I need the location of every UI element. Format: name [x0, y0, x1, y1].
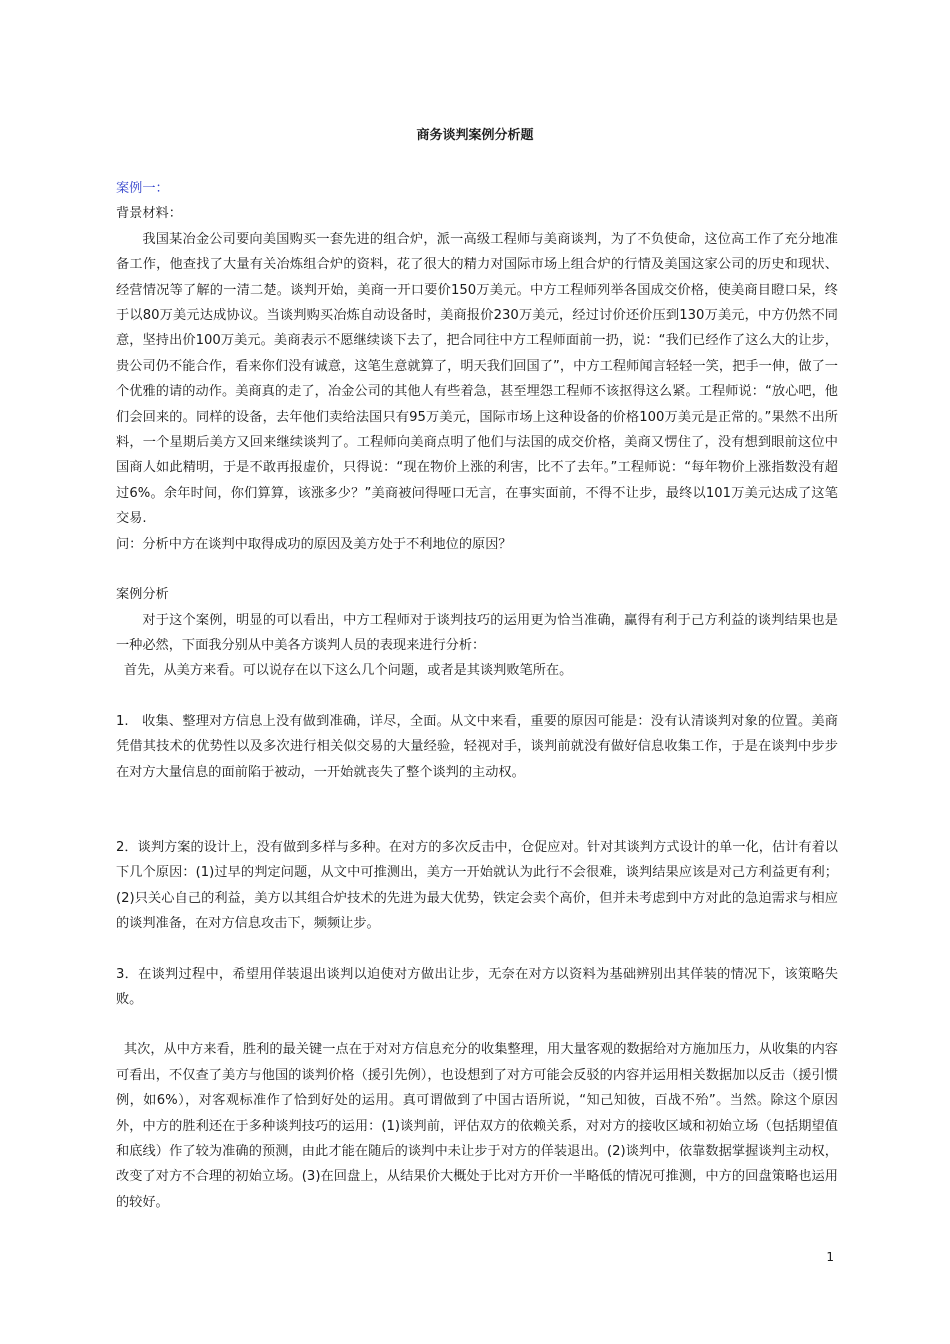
point-1-paragraph: 1. 收集、整理对方信息上没有做到准确，详尽，全面。从文中来看，重要的原因可能是：没有认清谈判对象的位置。美商凭借其技术的优势性以及多次进行相关似交易的大量经验，轻视对手，谈判前就没有做好信息收集工作，于是在谈判中步步在对方大量信息的面前陷于被动，一开始就丧失了整个谈判的主动权。 [116, 713, 838, 780]
point-3-paragraph: 3．在谈判过程中，希望用佯装退出谈判以迫使对方做出让步，无奈在对方以资料为基础辨别出其佯装的情况下，该策略失败。 [116, 966, 838, 1007]
spacer [116, 1012, 838, 1037]
document-body [116, 176, 838, 1215]
cn-side-analysis-paragraph: 其次，从中方来看，胜利的最关键一点在于对对方信息充分的收集整理，用大量客观的数据给对方施加压力，从收集的内容可看出，不仅查了美方与他国的谈判价格（援引先例），也设想到了对方可能会反驳的内容并运用相关数据加以反击（援引惯例，如6%），对客观标准作了恰到好处的运用。真可谓做到了中国古语所说，“知己知彼，百战不殆”。当然。除这个原因外，中方的胜利还在于多种谈判技巧的运用：(1)谈判前，评估双方的依赖关系，对对方的接收区域和初始立场（包括期望值和底线）作了较为准确的预测，由此才能在随后的谈判中未让步于对方的佯装退出。(2)谈判中，依靠数据掌握谈判主动权，改变了对方不合理的初始立场。(3)在回盘上，从结果价大概处于比对方开价一半略低的情况可推测，中方的回盘策略也运用的较好。 [116, 1042, 838, 1210]
spacer [116, 785, 838, 835]
background-paragraph: 我国某冶金公司要向美国购买一套先进的组合炉，派一高级工程师与美商谈判，为了不负使命，这位高工作了充分地准备工作，他查找了大量有关冶炼组合炉的资料，花了很大的精力对国际市场上组合炉的行情及美国这家公司的历史和现状、经营情况等了解的一清二楚。谈判开始，美商一开口要价150万美元。中方工程师列举各国成交价格，使美商目瞪口呆，终于以80万美元达成协议。当谈判购买冶炼自动设备时，美商报价230万美元，经过讨价还价压到130万美元，中方仍然不同意，坚持出价100万美元。美商表示不愿继续谈下去了，把合同往中方工程师面前一扔，说：“我们已经作了这么大的让步，贵公司仍不能合作，看来你们没有诚意，这笔生意就算了，明天我们回国了”，中方工程师闻言轻轻一笑，把手一伸，做了一个优雅的请的动作。美商真的走了，冶金公司的其他人有些着急，甚至埋怨工程师不该抠得这么紧。工程师说：“放心吧，他们会回来的。同样的设备，去年他们卖给法国只有95万美元，国际市场上这种设备的价格100万美元是正常的。”果然不出所料，一个星期后美方又回来继续谈判了。工程师向美商点明了他们与法国的成交价格，美商又愣住了，没有想到眼前这位中国商人如此精明，于是不敢再报虚价，只得说：“现在物价上涨的利害，比不了去年。”工程师说：“每年物价上涨指数没有超过6%。余年时间，你们算算，该涨多少？”美商被问得哑口无言，在事实面前，不得不让步，最终以101万美元达成了这笔交易. [116, 231, 838, 527]
case-heading: 案例一： [116, 181, 169, 196]
analysis-intro-paragraph: 对于这个案例，明显的可以看出，中方工程师对于谈判技巧的运用更为恰当准确，赢得有利于己方利益的谈判结果也是一种必然，下面我分别从中美各方谈判人员的表现来进行分析： [116, 612, 838, 653]
spacer [116, 557, 838, 582]
background-label: 背景材料： [116, 206, 182, 222]
point-2-paragraph: 2．谈判方案的设计上，没有做到多样与多种。在对方的多次反击中，仓促应对。针对其谈判方式设计的单一化，估计有着以下几个原因：(1)过早的判定问题，从文中可推测出，美方一开始就认为此行不会很难，谈判结果应该是对己方利益更有利；(2)只关心自己的利益，美方以其组合炉技术的先进为最大优势，铁定会卖个高价，但并未考虑到中方对此的急迫需求与相应的谈判准备，在对方信息攻击下，频频让步。 [116, 839, 838, 932]
question-text: 问：分析中方在谈判中取得成功的原因及美方处于不利地位的原因？ [116, 536, 512, 552]
page-number: 1 [826, 1250, 834, 1264]
document-title: 商务谈判案例分析题 [416, 128, 534, 143]
us-side-intro-paragraph: 首先，从美方来看。可以说存在以下这么几个问题，或者是其谈判败笔所在。 [123, 663, 573, 679]
analysis-label: 案例分析 [116, 587, 169, 603]
spacer [116, 937, 838, 962]
spacer [116, 684, 838, 709]
